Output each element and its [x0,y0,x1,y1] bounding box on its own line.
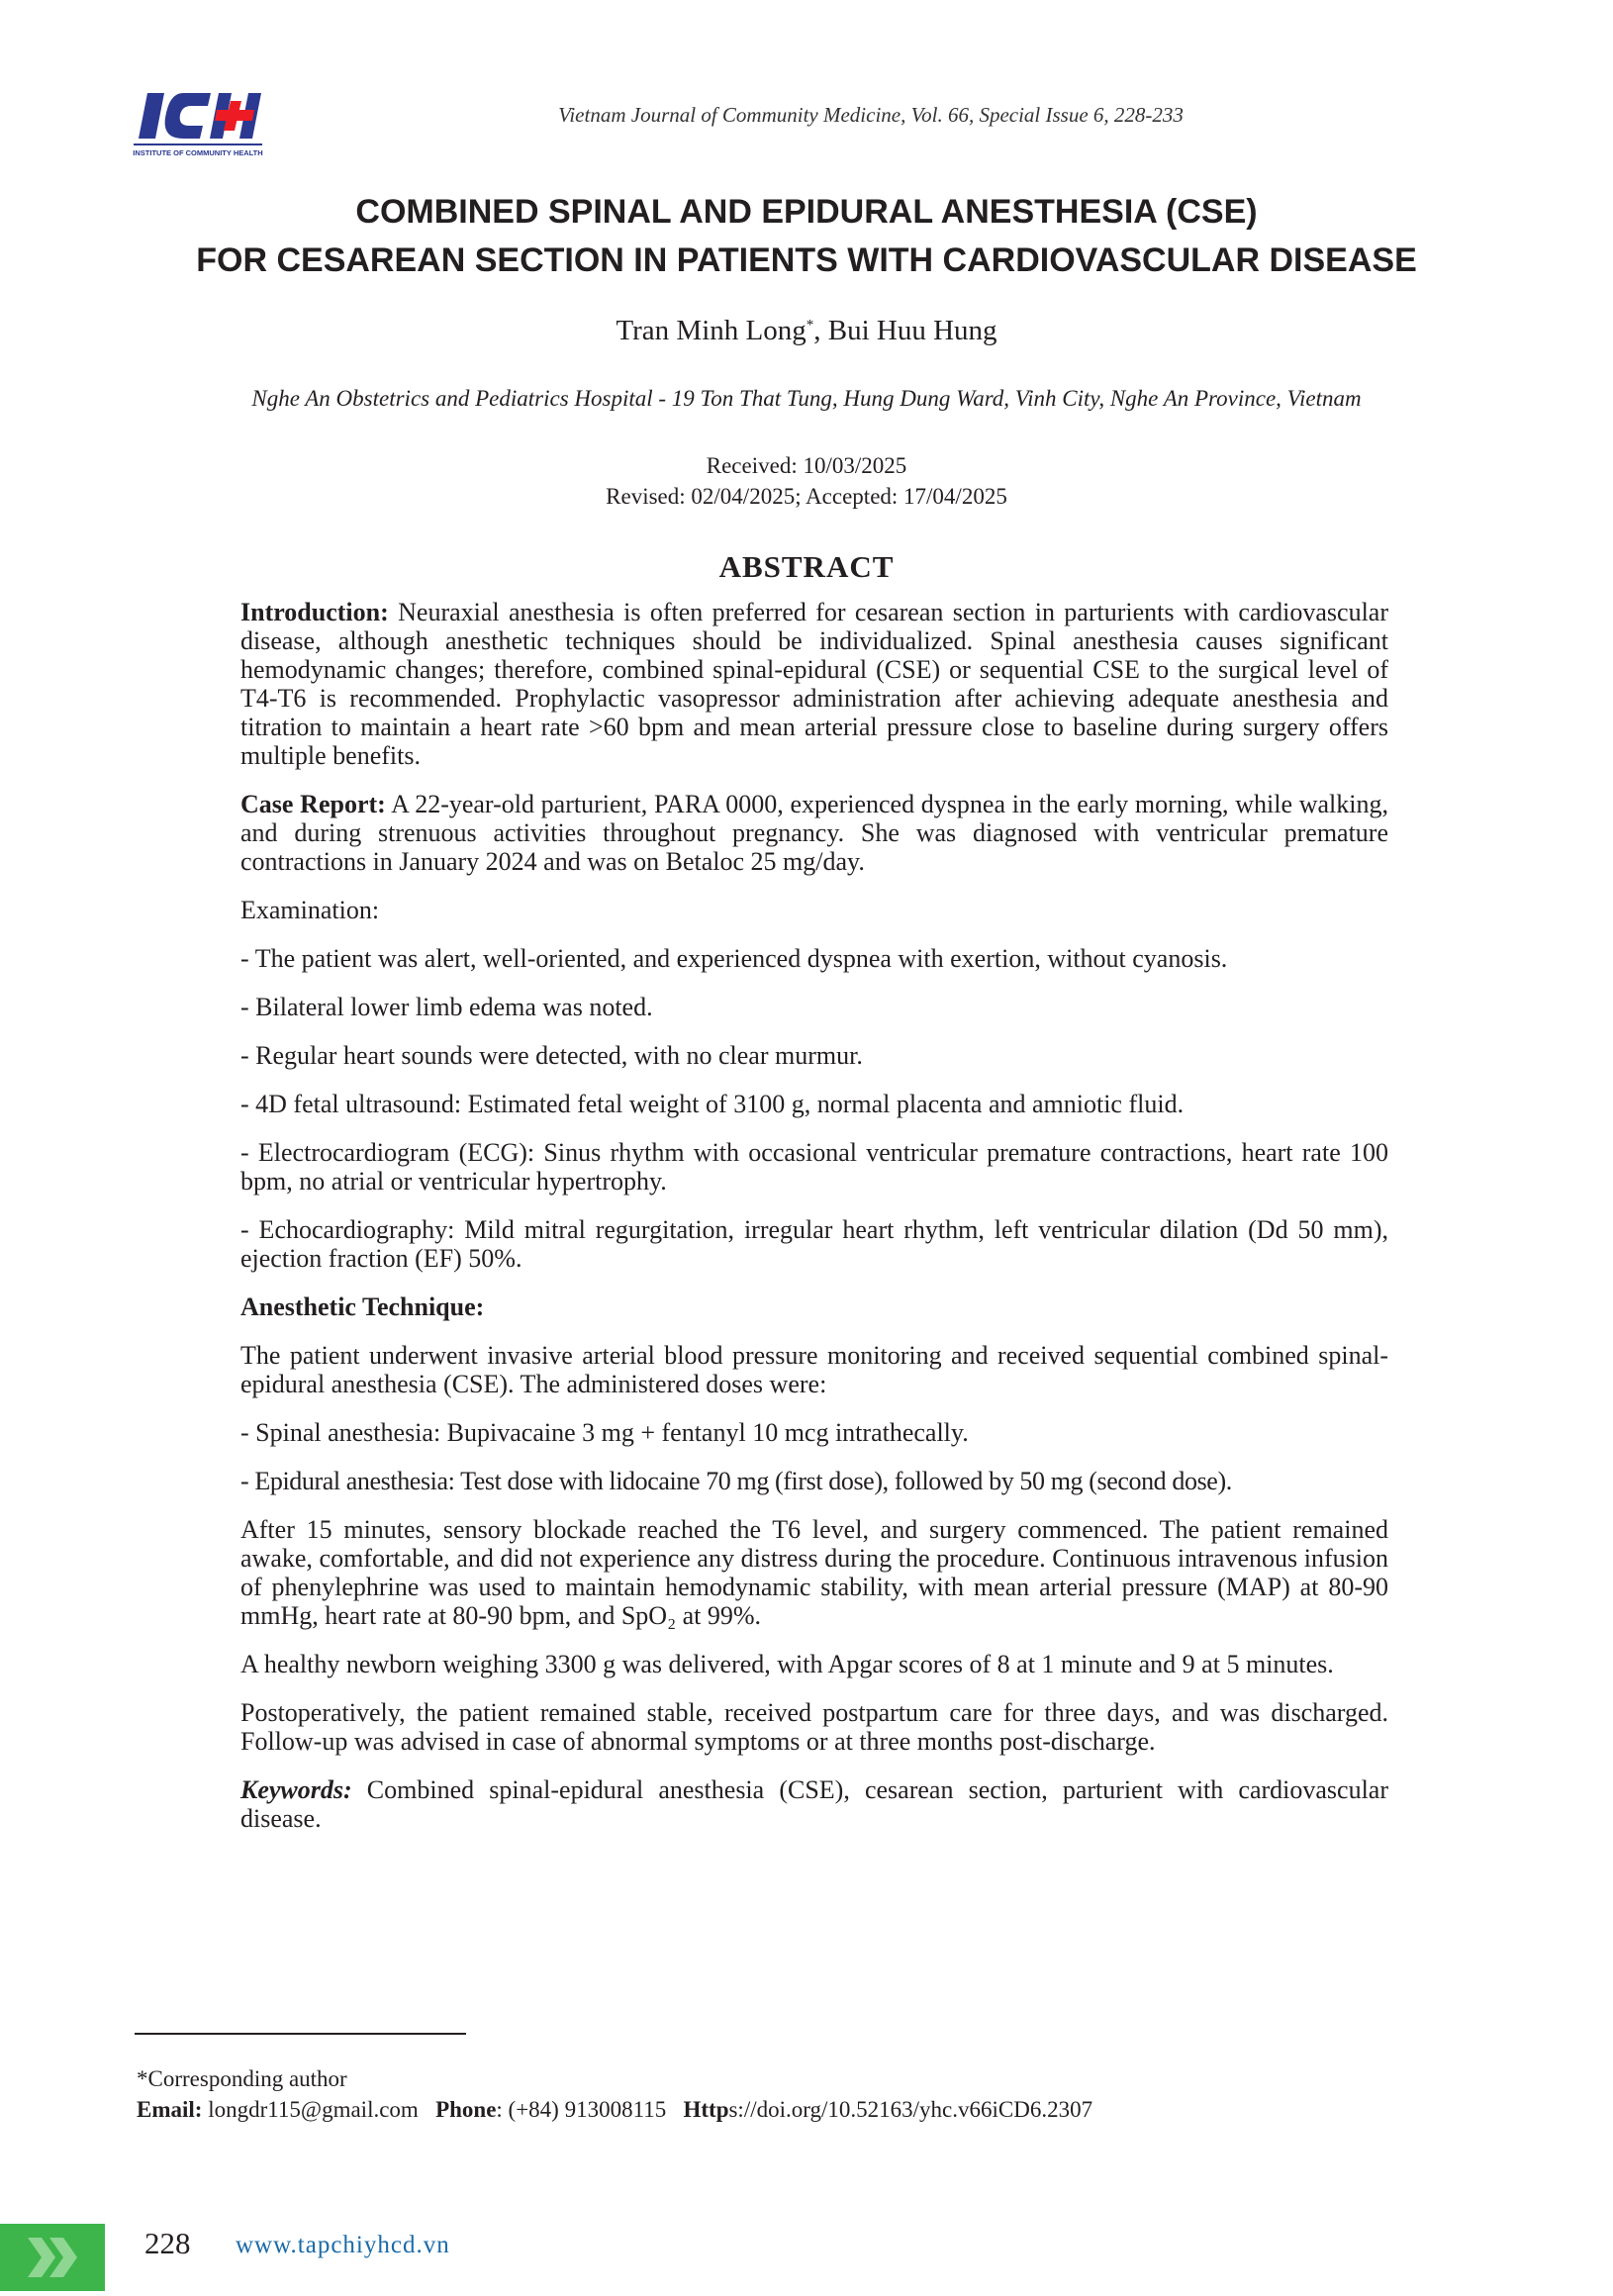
logo-ich-letters [139,93,261,139]
introduction-label: Introduction: [240,598,389,626]
double-chevron-icon [0,2224,105,2291]
phone-number: : (+84) 913008115 [496,2097,667,2122]
email-label: Email: [137,2097,203,2122]
exam-item: - Bilateral lower limb edema was noted. [240,993,653,1021]
case-report-label: Case Report: [240,790,386,818]
received-date: Received: 10/03/2025 [706,453,907,478]
anesthetic-technique-label: Anesthetic Technique: [240,1292,485,1321]
exam-item: - Electrocardiogram (ECG): Sinus rhythm with occasional ventricular premature contractions, heart rate 100 bpm, no atrial or ventricular hypertrophy. [240,1138,1388,1196]
author-name: Tran Minh Long [616,315,806,346]
exam-item: - The patient was alert, well-oriented, and experienced dyspnea with exertion, without cyanosis. [240,944,1228,973]
journal-website-link[interactable]: www.tapchiyhcd.vn [236,2232,450,2258]
phone-label: Phone [435,2097,497,2122]
exam-item: - Regular heart sounds were detected, with no clear murmur. [240,1041,863,1070]
article-dates [0,450,1613,512]
institute-logo [132,87,265,160]
footer-accent-bar [0,2224,105,2291]
exam-item: - Echocardiography: Mild mitral regurgitation, irregular heart rhythm, left ventricular dilation (Dd 50 mm), ejection fraction (EF) 50%. [240,1215,1388,1273]
footnote [137,2063,1092,2125]
keywords [240,1775,1388,1833]
exam-item: - 4D fetal ultrasound: Estimated fetal weight of 3100 g, normal placenta and amniotic fluid. [240,1090,1185,1118]
email-address[interactable]: longdr115@gmail.com [202,2097,419,2122]
technique-text: The patient underwent invasive arterial blood pressure monitoring and received sequential combined spinal-epidural anesthesia (CSE). The administered doses were: [240,1341,1388,1398]
dose-epidural: - Epidural anesthesia: Test dose with lidocaine 70 mg (first dose), followed by 50 mg (second dose). [240,1467,1232,1495]
dose-spinal: - Spinal anesthesia: Bupivacaine 3 mg + fentanyl 10 mcg intrathecally. [240,1418,969,1447]
corresponding-mark: * [806,317,814,334]
outcome-text: After 15 minutes, sensory blockade reached the T6 level, and surgery commenced. The patient remained awake, comfortable, and did not experience any distress during the procedure. Continuous intravenous infusion of phenylephrine was used to maintain hemodynamic stability, with mean arterial pressure (MAP) at 80-90 mmHg, heart rate at 80-90 bpm, and SpO₂ at 99%. [240,1515,1388,1630]
case-report-text: A 22-year-old parturient, PARA 0000, experienced dyspnea in the early morning, while walking, and during strenuous activities throughout pregnancy. She was diagnosed with ventricular premature contractions in January 2024 and was on Betaloc 25 mg/day. [240,790,1388,876]
affiliation: Nghe An Obstetrics and Pediatrics Hospital - 19 Ton That Tung, Hung Dung Ward, Vinh City, Nghe An Province, Vietnam [251,386,1362,411]
keywords-label: Keywords: [240,1775,352,1804]
author-name: Bui Huu Hung [827,315,997,346]
title-line-2: FOR CESAREAN SECTION IN PATIENTS WITH CARDIOVASCULAR DISEASE [196,241,1417,279]
logo-caption: INSTITUTE OF COMMUNITY HEALTH [133,148,263,157]
newborn-text: A healthy newborn weighing 3300 g was delivered, with Apgar scores of 8 at 1 minute and 9 at 5 minutes. [240,1650,1334,1678]
title-line-1: COMBINED SPINAL AND EPIDURAL ANESTHESIA (CSE) [355,193,1258,231]
doi-link[interactable]: s://doi.org/10.52163/yhc.v66iCD6.2307 [728,2097,1093,2122]
abstract-body [240,598,1388,1853]
keywords-text: Combined spinal-epidural anesthesia (CSE), cesarean section, parturient with cardiovascular disease. [240,1775,1388,1833]
abstract-heading: ABSTRACT [718,549,895,584]
journal-citation: Vietnam Journal of Community Medicine, Vol. 66, Special Issue 6, 228-233 [558,103,1184,127]
abstract-introduction [240,598,1388,770]
contact-line [137,2094,1092,2125]
footnote-divider [135,2033,466,2035]
author-separator: , [813,315,828,346]
page-number: 228 [144,2226,191,2260]
corresponding-author-note: *Corresponding author [137,2066,347,2091]
abstract-case-report [240,790,1388,876]
revised-accepted-dates: Revised: 02/04/2025; Accepted: 17/04/2025 [606,484,1007,509]
author-list [0,315,1613,347]
examination-label: Examination: [240,896,380,924]
introduction-text: Neuraxial anesthesia is often preferred for cesarean section in parturients with cardiovascular disease, although anesthetic techniques should be individualized. Spinal anesthesia causes significant hemodynamic changes; therefore, combined spinal-epidural (CSE) or sequential CSE to the surgical level of T4-T6 is recommended. Prophylactic vasopressor administration after achieving adequate anesthesia and titration to maintain a heart rate >60 bpm and mean arterial pressure close to baseline during surgery offers multiple benefits. [240,598,1388,770]
article-title [99,188,1514,285]
postop-text: Postoperatively, the patient remained stable, received postpartum care for three days, and was discharged. Follow-up was advised in case of abnormal symptoms or at three months post-discharge. [240,1698,1388,1756]
doi-label: Http [683,2097,729,2122]
